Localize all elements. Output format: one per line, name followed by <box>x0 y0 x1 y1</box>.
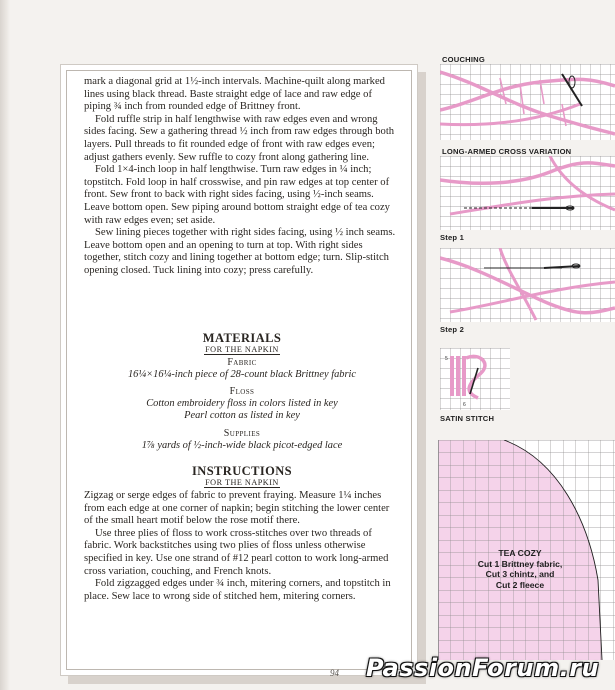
floss-label: Floss <box>229 386 255 397</box>
satin-mark: 6 <box>463 402 466 408</box>
materials-heading: MATERIALS <box>202 331 282 345</box>
paragraph: mark a diagonal grid at 1½-inch intervals. Machine-quilt along marked lines using black thread. Baste straight edge of lace and raw edge of piping ¾ inch from rounded edge of Brittney front. <box>84 76 385 113</box>
step-1-label: Step 1 <box>440 233 464 242</box>
satin-stitch-diagram <box>440 348 510 410</box>
supplies-label: Supplies <box>223 428 261 439</box>
tea-cozy-line: Cut 1 Brittney fabric, <box>477 558 563 569</box>
couching-label: COUCHING <box>442 55 485 64</box>
long-armed-step1-diagram <box>440 156 615 230</box>
couching-diagram <box>440 64 615 140</box>
tea-cozy-label <box>470 548 570 590</box>
instructions-subheading <box>84 478 400 487</box>
floss-line-1: Cotton embroidery floss in colors listed in key <box>146 398 338 409</box>
tea-cozy-line: Cut 3 chintz, and <box>485 569 555 580</box>
materials-subheading-text: FOR THE NAPKIN <box>205 345 279 354</box>
tea-cozy-title: TEA COZY <box>498 548 542 558</box>
watermark: PassionForum.ru <box>366 654 600 682</box>
supplies-text: 1⅞ yards of ½-inch-wide black picot-edged lace <box>141 440 343 451</box>
napkin-instructions <box>84 490 400 603</box>
long-armed-cross-label: LONG-ARMED CROSS VARIATION <box>442 147 572 156</box>
fabric-text: 16¼×16¼-inch piece of 28-count black Brittney fabric <box>127 369 357 380</box>
paragraph: Zigzag or serge edges of fabric to prevent fraying. Measure 1¼ inches from each edge at one corner of napkin; begin stitching the lower center of the small heart motif below the rose motif there. <box>84 490 390 527</box>
instructions-body-top <box>84 76 400 278</box>
satin-stitch-label: SATIN STITCH <box>440 414 495 423</box>
paragraph: Fold zigzagged edges under ¾ inch, mitering corners, and topstitch in place. Sew lace to wrong side of stitched hem, mitering corners. <box>84 578 391 602</box>
fabric-label: Fabric <box>227 357 257 368</box>
panel-shadow <box>418 72 426 682</box>
materials-subheading <box>84 345 400 354</box>
long-armed-step2-diagram <box>440 248 615 322</box>
tea-cozy-line: Cut 2 fleece <box>495 579 545 590</box>
instructions-heading: INSTRUCTIONS <box>192 464 292 478</box>
page-gutter <box>0 0 10 690</box>
instructions-subheading-text: FOR THE NAPKIN <box>205 478 279 487</box>
paragraph: Use three plies of floss to work cross-stitches over two threads of fabric. Work backstitches using two plies of floss unless otherwise specified in key. Use one strand of #12 pearl cotton to work long-armed cross variation, couching, and French knots. <box>84 527 389 577</box>
paragraph: Sew lining pieces together with right sides facing, using ½ inch seams. Leave bottom open and an opening to turn at top. With right sides together, stitch cozy and lining together at bottom edge; turn. Slip-stitch opening closed. Tuck lining into cozy; press carefully. <box>84 227 396 276</box>
paragraph: Fold ruffle strip in half lengthwise with raw edges even and wrong sides facing. Sew a gathering thread ½ inch from raw edges through both layers. Pull threads to fit rounded edge of front with raw edges even; adjust gathers evenly. Sew ruffle to cozy front along gathering line. <box>84 113 395 163</box>
page-number: 94 <box>330 668 339 678</box>
paragraph: Fold 1×4-inch loop in half lengthwise. Turn raw edges in ¼ inch; topstitch. Fold loop in half crosswise, and pin raw edges at top center of front. Sew front to back with right sides facing, using ½-inch seams. Leave bottom open. Sew piping around bottom straight edge of tea cozy with raw edges even; set aside. <box>84 164 390 226</box>
satin-mark: 5 <box>445 356 448 362</box>
step-2-label: Step 2 <box>440 325 464 334</box>
floss-line-2: Pearl cotton as listed in key <box>184 410 300 421</box>
